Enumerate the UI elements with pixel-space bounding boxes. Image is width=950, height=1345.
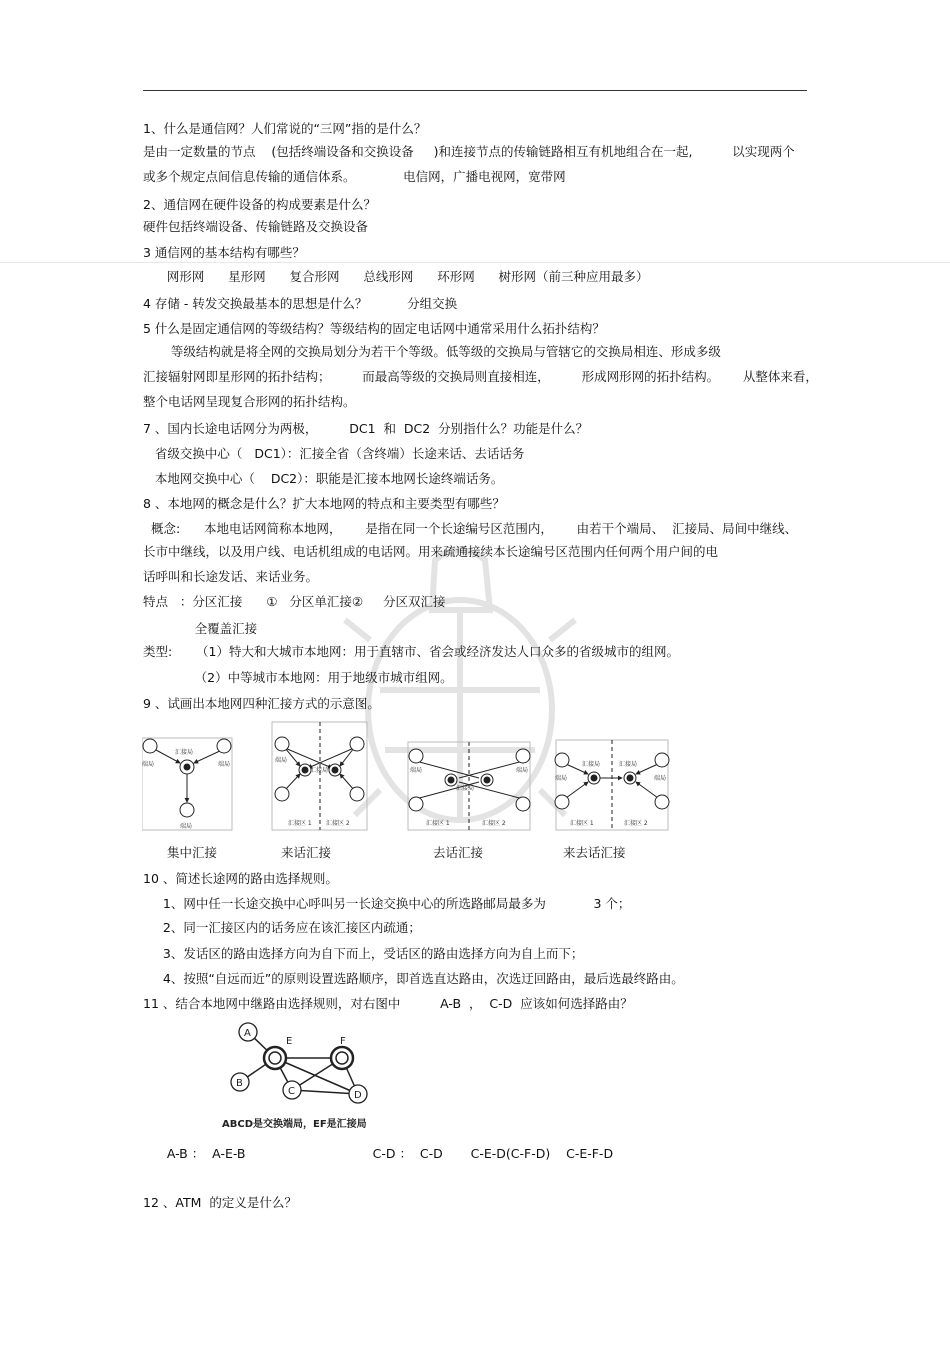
q7-title: 7 、国内长途电话网分为两极， DC1 和 DC2 分别指什么？功能是什么？ <box>143 421 589 436</box>
q11-title: 11 、结合本地网中继路由选择规则，对右图中 A-B ， C-D 应该如何选择路由？ <box>143 996 633 1011</box>
d3-area1: 汇接区 1 <box>426 820 450 827</box>
d2-tandem-label: 汇接局 <box>310 767 329 774</box>
q12-title: 12 、ATM 的定义是什么？ <box>143 1195 297 1210</box>
routing-graph <box>220 1018 400 1133</box>
q5-answer-line1: 等级结构就是将全网的交换局划分为若干个等级。低等级的交换局与管辖它的交换局相连、形成多级 <box>143 344 721 359</box>
q5-answer-line2: 汇接辐射网即星形网的拓扑结构； 而最高等级的交换局则直接相连， 形成网形网的拓扑结构。 从整体来看， <box>143 369 818 384</box>
q1-answer-line2: 或多个规定点间信息传输的通信体系。 电信网，广播电视网，宽带网 <box>143 169 566 184</box>
q4-line: 4 存储 - 转发交换最基本的思想是什么？ 分组交换 <box>143 296 458 311</box>
q10-rule-2: 2、同一汇接区内的话务应在该汇接区内疏通； <box>143 920 421 935</box>
q8-concept-line3: 话呼叫和长途发话、来话业务。 <box>143 569 319 584</box>
header-rule <box>143 90 807 91</box>
q11-answer: A-B ： A-E-B C-D ： C-D C-E-D(C-F-D) C-E-F-D <box>143 1146 614 1161</box>
fig9-caption-1: 集中汇接 <box>167 845 218 860</box>
q8-concept-line2: 长市中继线，以及用户线、电话机组成的电话网。用来疏通接续本长途编号区范围内任何两个用户间的电 <box>143 544 719 559</box>
d4-tandem-label-right: 汇接局 <box>619 761 638 768</box>
d3-tandem-label: 汇接局 <box>456 785 475 792</box>
q8-title: 8 、本地网的概念是什么？扩大本地网的特点和主要类型有哪些？ <box>143 496 505 511</box>
node-b: B <box>236 1078 243 1089</box>
diagram-bidirectional <box>555 740 669 830</box>
q1-title: 1、什么是通信网？人们常说的“三网”指的是什么？ <box>143 121 427 136</box>
q3-title: 3 通信网的基本结构有哪些？ <box>143 245 305 260</box>
fig9-caption-3: 去话汇接 <box>433 845 484 860</box>
d3-end-label-left: 端局 <box>410 767 423 774</box>
d4-end-label-right: 端局 <box>654 775 667 782</box>
d3-end-label-right: 端局 <box>516 767 529 774</box>
fig9-caption-2: 来话汇接 <box>281 845 332 860</box>
node-e: E <box>286 1036 293 1047</box>
q9-title: 9 、试画出本地网四种汇接方式的示意图。 <box>143 696 380 711</box>
d1-end-label-right: 端局 <box>218 761 231 768</box>
q8-types-2: （2）中等城市本地网：用于地级市城市组网。 <box>143 670 453 685</box>
q2-answer: 硬件包括终端设备、传输链路及交换设备 <box>143 219 369 234</box>
d4-end-label-left: 端局 <box>555 775 568 782</box>
d1-end-label-left: 端局 <box>142 761 155 768</box>
q8-features-cont: 全覆盖汇接 <box>143 621 258 636</box>
q7-answer-dc2: 本地网交换中心（ DC2）：职能是汇接本地网长途终端话务。 <box>143 471 504 486</box>
d2-area2: 汇接区 2 <box>326 820 350 827</box>
d4-area2: 汇接区 2 <box>624 820 648 827</box>
q2-title: 2、通信网在硬件设备的构成要素是什么？ <box>143 197 376 212</box>
fig9-caption-4: 来去话汇接 <box>563 845 626 860</box>
page-fold-line <box>0 262 950 263</box>
q10-rule-1: 1、网中任一长途交换中心呼叫另一长途交换中心的所选路邮局最多为 3 个； <box>143 896 631 911</box>
q8-concept-line1: 概念: 本地电话网简称本地网， 是指在同一个长途编号区范围内， 由若干个端局、 汇接局、局间中继线、 <box>143 521 798 536</box>
d2-area1: 汇接区 1 <box>288 820 312 827</box>
d4-tandem-label-left: 汇接局 <box>582 761 601 768</box>
q5-answer-line3: 整个电话网呈现复合形网的拓扑结构。 <box>143 394 356 409</box>
tandem-diagrams <box>142 720 672 836</box>
d3-area2: 汇接区 2 <box>482 820 506 827</box>
diagram-incoming <box>272 722 367 830</box>
q8-types-1: 类型: （1）特大和大城市本地网：用于直辖市、省会或经济发达人口众多的省级城市的组网。 <box>143 644 680 659</box>
node-a: A <box>244 1028 251 1039</box>
q1-answer-line1: 是由一定数量的节点 (包括终端设备和交换设备 )和连接节点的传输链路相互有机地组合在一起, 以实现两个 <box>143 144 795 159</box>
routing-graph-caption: ABCD是交换端局，EF是汇接局 <box>222 1119 367 1130</box>
q7-answer-dc1: 省级交换中心（ DC1）：汇接全省（含终端）长途来话、去话话务 <box>143 446 525 461</box>
node-f: F <box>340 1036 346 1047</box>
d2-end-label: 端局 <box>275 757 288 764</box>
q5-title: 5 什么是固定通信网的等级结构？等级结构的固定电话网中通常采用什么拓扑结构？ <box>143 321 605 336</box>
q10-rule-3: 3、发话区的路由选择方向为自下而上，受话区的路由选择方向为自上而下； <box>143 946 584 961</box>
d1-end-label-bottom: 端局 <box>180 823 193 830</box>
q8-features: 特点 ：分区汇接 ① 分区单汇接② 分区双汇接 <box>143 594 446 609</box>
d4-area1: 汇接区 1 <box>570 820 594 827</box>
d1-tandem-label: 汇接局 <box>175 749 194 756</box>
q10-title: 10 、简述长途网的路由选择规则。 <box>143 871 338 886</box>
node-d: D <box>354 1090 362 1101</box>
q3-answer: 网形网 星形网 复合形网 总线形网 环形网 树形网（前三种应用最多） <box>143 269 649 284</box>
node-c: C <box>288 1086 295 1097</box>
q10-rule-4: 4、按照“自远而近”的原则设置选路顺序，即首选直达路由，次选迂回路由，最后选最终路由。 <box>143 971 684 986</box>
